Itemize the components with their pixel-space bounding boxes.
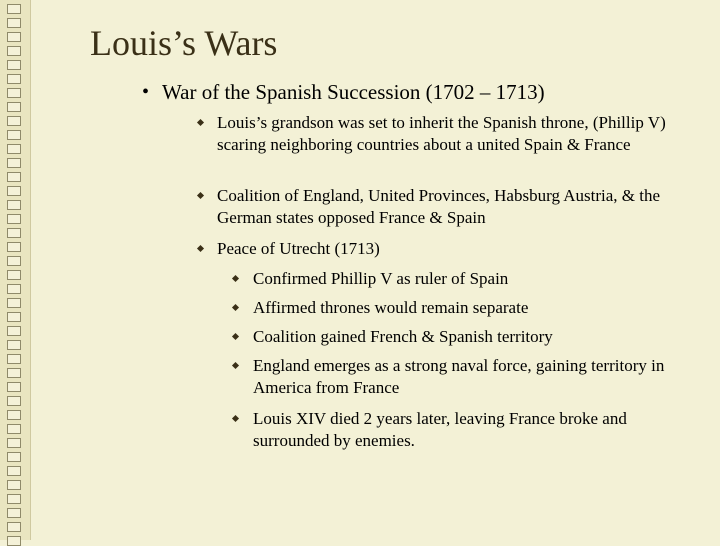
utrecht-point-text: Confirmed Phillip V as ruler of Spain xyxy=(253,269,509,288)
sub-bullet-utrecht xyxy=(217,238,697,260)
binding-tile xyxy=(7,536,21,546)
bullet-dot-icon: • xyxy=(142,81,150,103)
diamond-bullet-icon xyxy=(197,119,204,126)
binding-tile xyxy=(7,18,21,28)
binding-tile xyxy=(7,144,21,154)
binding-tile xyxy=(7,438,21,448)
binding-tile xyxy=(7,368,21,378)
binding-tile xyxy=(7,88,21,98)
binding-tile xyxy=(7,172,21,182)
binding-tile xyxy=(7,284,21,294)
sub-bullet-text: Peace of Utrecht (1713) xyxy=(217,239,380,258)
binding-tile xyxy=(7,410,21,420)
binding-strip xyxy=(0,0,31,540)
sub-bullet-text: Coalition of England, United Provinces, Habsburg Austria, & the German states opposed France & Spain xyxy=(217,186,661,227)
utrecht-point xyxy=(253,268,683,290)
binding-tile xyxy=(7,354,21,364)
diamond-bullet-icon xyxy=(232,415,239,422)
binding-tile xyxy=(7,494,21,504)
binding-tile xyxy=(7,228,21,238)
diamond-bullet-icon xyxy=(197,192,204,199)
main-bullet xyxy=(142,79,545,105)
binding-tile xyxy=(7,186,21,196)
sub-bullet-text: Louis’s grandson was set to inherit the Spanish throne, (Phillip V) scaring neighboring countries about a united Spain & France xyxy=(217,113,666,154)
sub-bullet-coalition xyxy=(217,185,697,229)
binding-tile xyxy=(7,102,21,112)
binding-tile xyxy=(7,396,21,406)
utrecht-point xyxy=(253,408,683,452)
diamond-bullet-icon xyxy=(197,245,204,252)
binding-tile xyxy=(7,60,21,70)
binding-tile xyxy=(7,214,21,224)
binding-tile xyxy=(7,508,21,518)
binding-tile xyxy=(7,340,21,350)
binding-tile xyxy=(7,242,21,252)
binding-tile xyxy=(7,382,21,392)
binding-tile xyxy=(7,32,21,42)
sub-bullet-grandson xyxy=(217,112,697,156)
utrecht-point xyxy=(253,326,683,348)
binding-tile xyxy=(7,326,21,336)
binding-tile xyxy=(7,424,21,434)
utrecht-point-text: Coalition gained French & Spanish territory xyxy=(253,327,553,346)
binding-tile xyxy=(7,4,21,14)
binding-tile xyxy=(7,130,21,140)
binding-tile xyxy=(7,200,21,210)
binding-tile xyxy=(7,452,21,462)
binding-tile xyxy=(7,270,21,280)
utrecht-point xyxy=(253,355,683,399)
slide-title: Louis’s Wars xyxy=(90,23,278,63)
diamond-bullet-icon xyxy=(232,275,239,282)
binding-tile xyxy=(7,116,21,126)
binding-tile xyxy=(7,466,21,476)
binding-tile xyxy=(7,74,21,84)
utrecht-point-text: Louis XIV died 2 years later, leaving France broke and surrounded by enemies. xyxy=(253,409,627,450)
diamond-bullet-icon xyxy=(232,362,239,369)
diamond-bullet-icon xyxy=(232,333,239,340)
binding-tile xyxy=(7,256,21,266)
diamond-bullet-icon xyxy=(232,304,239,311)
binding-tile xyxy=(7,158,21,168)
main-bullet-text: War of the Spanish Succession (1702 – 1713) xyxy=(162,80,545,104)
binding-tile xyxy=(7,46,21,56)
binding-tile xyxy=(7,312,21,322)
utrecht-point xyxy=(253,297,683,319)
binding-tile xyxy=(7,480,21,490)
utrecht-point-text: Affirmed thrones would remain separate xyxy=(253,298,529,317)
utrecht-point-text: England emerges as a strong naval force, gaining territory in America from France xyxy=(253,356,665,397)
binding-tile xyxy=(7,522,21,532)
binding-tile xyxy=(7,298,21,308)
